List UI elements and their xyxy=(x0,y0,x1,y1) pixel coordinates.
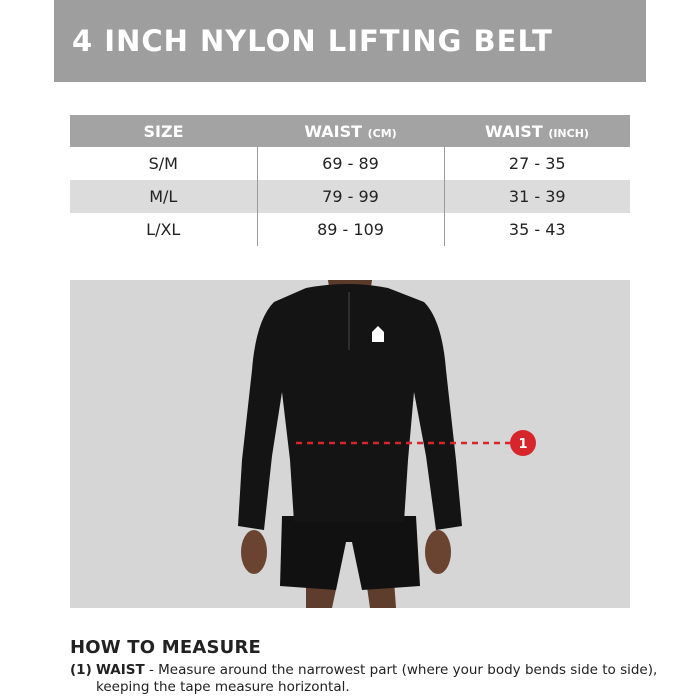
header-label: WAIST xyxy=(485,121,543,141)
waist-cm-cell: 79 - 99 xyxy=(257,180,444,213)
table-header-row xyxy=(70,115,630,147)
table-row xyxy=(70,213,630,246)
step-term: WAIST xyxy=(96,662,145,678)
header-waist-inch xyxy=(444,115,630,147)
table-row xyxy=(70,147,630,180)
waist-inch-cell: 35 - 43 xyxy=(444,213,630,246)
waist-cm-cell: 69 - 89 xyxy=(257,147,444,180)
size-cell: M/L xyxy=(70,180,257,213)
page-title: 4 INCH NYLON LIFTING BELT xyxy=(72,24,553,58)
step-number: (1) xyxy=(70,662,92,678)
waist-cm-cell: 89 - 109 xyxy=(257,213,444,246)
header-unit: (CM) xyxy=(367,126,397,140)
how-to-heading: HOW TO MEASURE xyxy=(70,637,262,658)
header-label: WAIST xyxy=(304,121,363,141)
model-hand-right xyxy=(425,530,451,574)
model-photo xyxy=(70,280,630,608)
header-waist-cm xyxy=(257,115,444,147)
how-to-measure xyxy=(70,637,670,696)
model-hand-left xyxy=(241,530,267,574)
step-body xyxy=(96,662,670,696)
waist-inch-cell: 31 - 39 xyxy=(444,180,630,213)
model-shorts xyxy=(280,516,420,590)
waist-inch-cell: 27 - 35 xyxy=(444,147,630,180)
step-text: - Measure around the narrowest part (where your body bends side to side), keeping the tape measure horizontal. xyxy=(96,662,658,695)
size-cell: S/M xyxy=(148,154,178,173)
table-row xyxy=(70,180,630,213)
measure-step xyxy=(70,662,670,696)
size-chart-table xyxy=(70,115,630,246)
model-illustration xyxy=(70,280,630,608)
title-banner xyxy=(54,0,646,82)
header-unit: (INCH) xyxy=(548,126,589,140)
header-label: SIZE xyxy=(143,121,184,141)
header-size xyxy=(70,115,257,147)
size-cell: L/XL xyxy=(146,220,181,239)
measure-marker-label: 1 xyxy=(518,437,528,452)
